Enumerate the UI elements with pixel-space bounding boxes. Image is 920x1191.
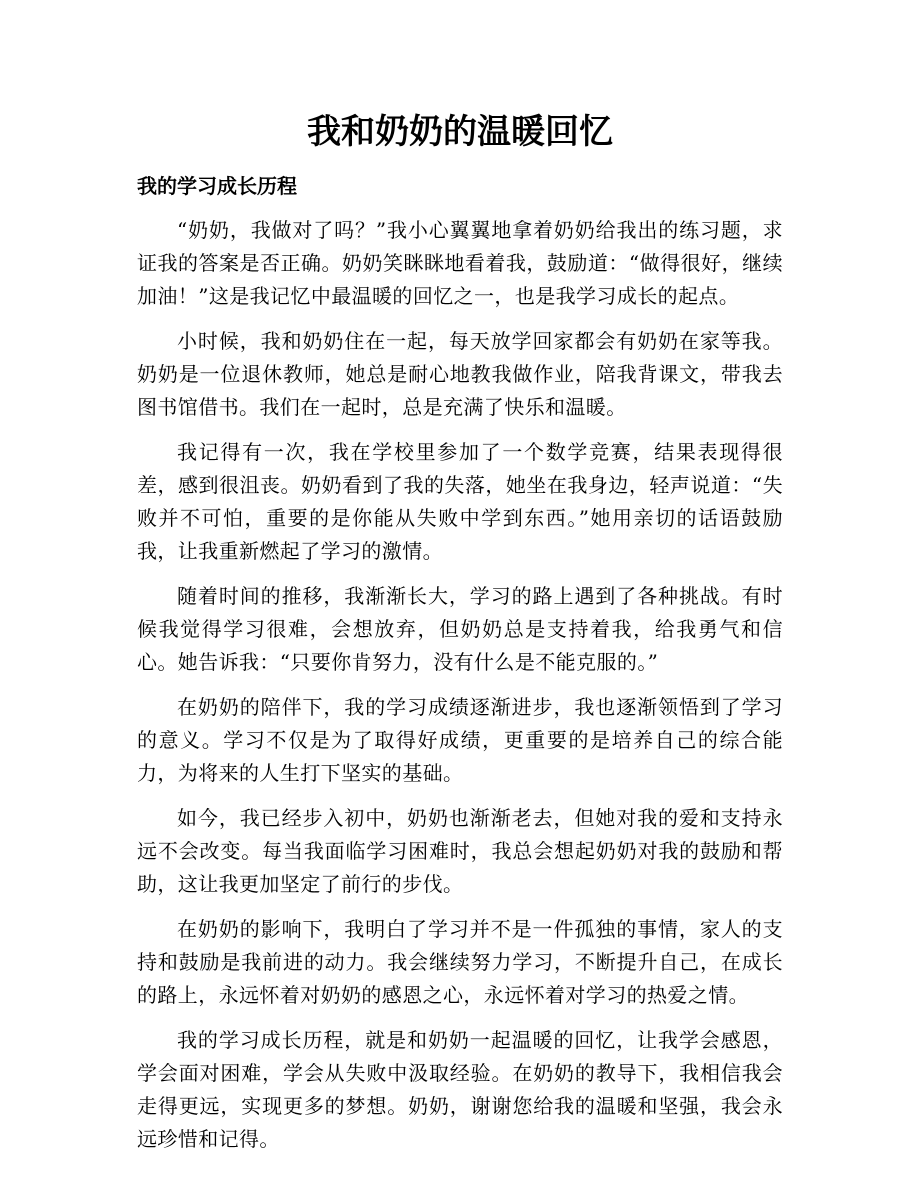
- paragraph-1: “奶奶，我做对了吗？”我小心翼翼地拿着奶奶给我出的练习题，求证我的答案是否正确。奶奶笑眯眯地看着我，鼓励道：“做得很好，继续加油！”这是我记忆中最温暖的回忆之一，也是我学习成长的起点。: [137, 218, 783, 308]
- paragraph-6: 如今，我已经步入初中，奶奶也渐渐老去，但她对我的爱和支持永远不会改变。每当我面临学习困难时，我总会想起奶奶对我的鼓励和帮助，这让我更加坚定了前行的步伐。: [137, 806, 783, 896]
- paragraph-5: 在奶奶的陪伴下，我的学习成绩逐渐进步，我也逐渐领悟到了学习的意义。学习不仅是为了取得好成绩，更重要的是培养自己的综合能力，为将来的人生打下坚实的基础。: [137, 695, 783, 785]
- paragraph-8: 我的学习成长历程，就是和奶奶一起温暖的回忆，让我学会感恩，学会面对困难，学会从失败中汲取经验。在奶奶的教导下，我相信我会走得更远，实现更多的梦想。奶奶，谢谢您给我的温暖和坚强，我会永远珍惜和记得。: [137, 1028, 783, 1151]
- document-title: 我和奶奶的温暖回忆: [307, 112, 613, 152]
- section-heading: 我的学习成长历程: [137, 174, 297, 198]
- paragraph-2: 小时候，我和奶奶住在一起，每天放学回家都会有奶奶在家等我。奶奶是一位退休教师，她总是耐心地教我做作业，陪我背课文，带我去图书馆借书。我们在一起时，总是充满了快乐和温暖。: [137, 329, 783, 419]
- paragraph-3: 我记得有一次，我在学校里参加了一个数学竞赛，结果表现得很差，感到很沮丧。奶奶看到了我的失落，她坐在我身边，轻声说道：“失败并不可怕，重要的是你能从失败中学到东西。”她用亲切的话语鼓励我，让我重新燃起了学习的激情。: [137, 440, 783, 563]
- paragraph-4: 随着时间的推移，我渐渐长大，学习的路上遇到了各种挑战。有时候我觉得学习很难，会想放弃，但奶奶总是支持着我，给我勇气和信心。她告诉我：“只要你肯努力，没有什么是不能克服的。”: [137, 584, 783, 674]
- paragraph-7: 在奶奶的影响下，我明白了学习并不是一件孤独的事情，家人的支持和鼓励是我前进的动力。我会继续努力学习，不断提升自己，在成长的路上，永远怀着对奶奶的感恩之心，永远怀着对学习的热爱之情。: [137, 917, 783, 1007]
- document-body: [137, 214, 783, 1168]
